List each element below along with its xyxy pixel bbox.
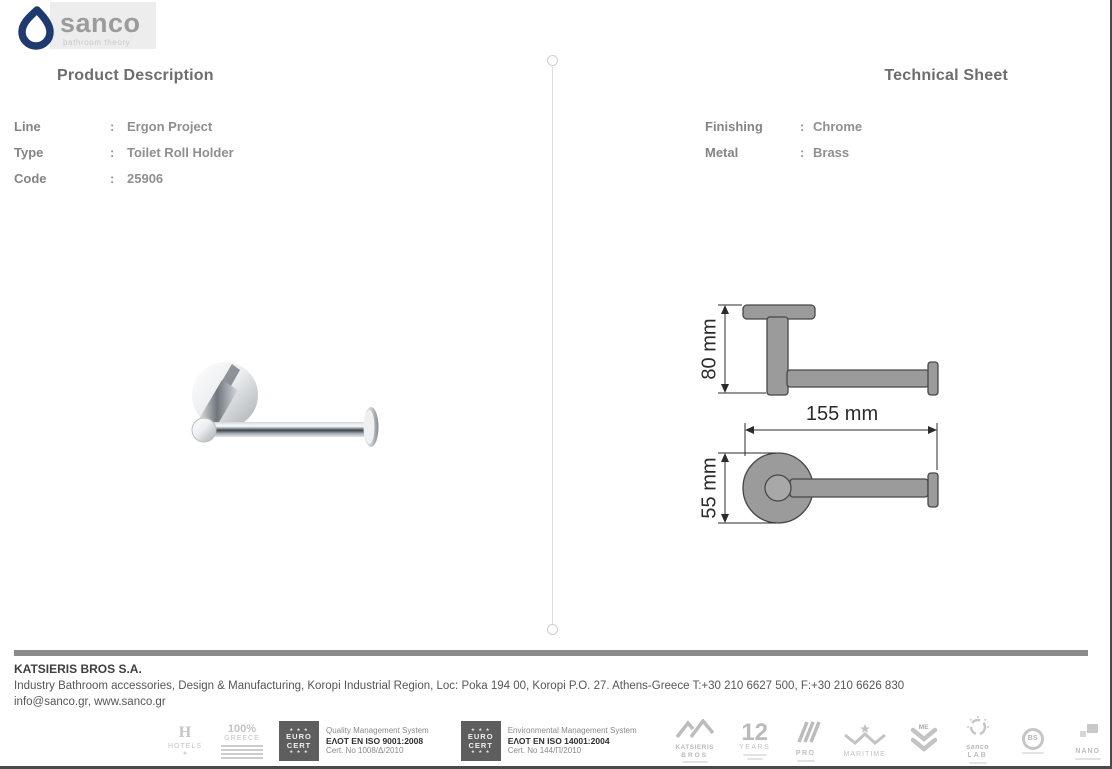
projects-logo: [789, 720, 823, 761]
idea-sun-icon: [963, 714, 993, 738]
sanco-lab-logo: [957, 714, 999, 767]
side-view-end-cap: [928, 362, 938, 395]
divider-top-circle: [547, 55, 558, 66]
hotels-star-icon: ★: [182, 750, 188, 757]
field-label: Line: [14, 119, 41, 134]
field-row-code: [14, 171, 234, 186]
eurocert-badge-icon: [279, 721, 319, 761]
field-label: Finishing: [705, 119, 763, 134]
hotels-label: HOTELS: [167, 742, 202, 750]
me-logo: [907, 722, 941, 759]
waves-star-icon: [843, 723, 887, 745]
eurocert-quality-text: [326, 726, 429, 757]
field-label: Metal: [705, 145, 739, 160]
product-description-fields: [14, 119, 234, 197]
nano-fine-print: [1075, 758, 1101, 760]
store-label: BS: [1027, 734, 1038, 742]
sanco-logo: [14, 2, 164, 52]
front-view-arm: [790, 479, 928, 497]
twelve-years-logo: [737, 719, 773, 760]
environment-standard-line: ΕΛΟΤ EN ISO 14001:2004: [507, 735, 610, 746]
badge-stars: ★ ★ ★: [289, 726, 309, 732]
nano-squares-icon: [1075, 722, 1101, 742]
field-colon: :: [800, 145, 805, 160]
slashes-icon: [791, 720, 821, 744]
bs-store-logo: [1015, 728, 1051, 754]
mountains-icon: [675, 719, 715, 739]
maritime-logo: [839, 723, 891, 758]
katsieris-fine-print: [682, 761, 708, 763]
field-value: Toilet Roll Holder: [127, 145, 234, 160]
logo-tagline: bathroom theory: [63, 38, 131, 47]
greece-flag-lines-icon: [221, 745, 263, 759]
lab-fine-print: [971, 766, 985, 768]
field-colon: :: [110, 171, 115, 186]
footer-company-name: KATSIERIS BROS S.A.: [14, 662, 142, 676]
quality-system-line: Quality Management System: [326, 725, 429, 735]
greece-label: GREECE: [224, 735, 260, 743]
badge-stars: ★ ★ ★: [289, 749, 309, 754]
side-view-post: [767, 317, 788, 395]
lab-line2: LAB: [967, 751, 988, 759]
years-fine-print: [747, 758, 763, 760]
front-view-post-end: [765, 475, 791, 501]
projects-label: PRO: [795, 749, 816, 757]
field-colon: :: [110, 145, 115, 160]
footer-address: Industry Bathroom accessories, Design & Manufacturing, Koropi Industrial Region, Loc: Poka 194 00, Koropi P.O. 27. Athens-Greece T:+30 210 6627 500, F:+30 210 6626 830: [14, 680, 905, 692]
store-fine-print: [1022, 752, 1044, 754]
katsieris-bros-logo: [669, 719, 721, 763]
sanco-drop-icon: [14, 4, 58, 52]
field-value: Chrome: [813, 119, 863, 134]
divider-bottom-circle: [547, 624, 558, 635]
field-row-type: [14, 145, 234, 160]
field-label: Type: [14, 145, 44, 160]
bs-circle-icon: [1022, 728, 1044, 750]
badge-cert: CERT: [468, 741, 493, 750]
technical-sheet-title: Technical Sheet: [884, 67, 1008, 84]
me-label: ME: [918, 724, 929, 732]
dimension-155mm-label: 155 mm: [805, 403, 879, 425]
projects-fine-print: [797, 760, 815, 762]
greece-percent: 100%: [227, 722, 257, 735]
badge-euro: EURO: [467, 732, 494, 741]
quality-standard-line: ΕΛΟΤ EN ISO 9001:2008: [326, 735, 424, 746]
nano-logo: [1067, 722, 1109, 759]
eurocert-badge-icon: [461, 721, 501, 761]
lab-fine-print: [969, 762, 987, 764]
badge-euro: EURO: [286, 732, 312, 741]
katsieris-line2: BROS: [681, 751, 709, 759]
center-divider: [552, 67, 553, 624]
years-number: 12: [741, 719, 769, 747]
lab-line1: sanco: [966, 743, 990, 751]
greece-100-badge: [221, 723, 263, 760]
eurocert-environment-text: [508, 726, 637, 757]
field-row-finishing: [705, 119, 862, 134]
logo-wordmark: sanco: [60, 8, 141, 38]
field-value: 25906: [127, 171, 164, 186]
years-fine-print: [743, 754, 767, 756]
product-photo: [150, 330, 450, 490]
technical-drawing: [690, 280, 960, 540]
hotels-badge: [163, 724, 207, 757]
badge-cert: CERT: [286, 741, 312, 750]
field-value: Brass: [813, 145, 850, 160]
environment-system-line: Environmental Management System: [507, 725, 637, 735]
eurocert-quality-certification: [279, 721, 429, 761]
footer-contact: info@sanco.gr, www.sanco.gr: [14, 696, 166, 708]
maritime-label: MARITIME: [843, 750, 886, 758]
hotels-h-icon: H: [178, 724, 192, 742]
technical-sheet-fields: [705, 119, 862, 171]
field-row-line: [14, 119, 234, 134]
environment-certno-line: Cert. No 144/Π/2010: [507, 746, 582, 756]
nano-label: NANO: [1075, 747, 1100, 755]
field-label: Code: [14, 171, 47, 186]
side-view-arm: [787, 370, 929, 387]
field-colon: :: [110, 119, 115, 134]
field-row-metal: [705, 145, 862, 160]
badge-stars: ★ ★ ★: [470, 749, 491, 754]
footer-rule: [14, 650, 1088, 656]
badge-stars: ★ ★ ★: [470, 726, 491, 732]
certification-strip: [163, 714, 1109, 768]
field-colon: :: [800, 119, 805, 134]
dimension-55mm-label: 55 mm: [698, 457, 721, 519]
quality-certno-line: Cert. No 1008/Δ/2010: [326, 746, 404, 756]
product-description-title: Product Description: [57, 67, 214, 84]
front-view-end-cap: [928, 473, 938, 507]
dimension-80mm-label: 80 mm: [698, 318, 721, 380]
years-label: YEARS: [739, 743, 771, 751]
eurocert-environment-certification: [461, 721, 637, 761]
katsieris-line1: KATSIERIS: [675, 744, 715, 752]
field-value: Ergon Project: [127, 119, 213, 134]
